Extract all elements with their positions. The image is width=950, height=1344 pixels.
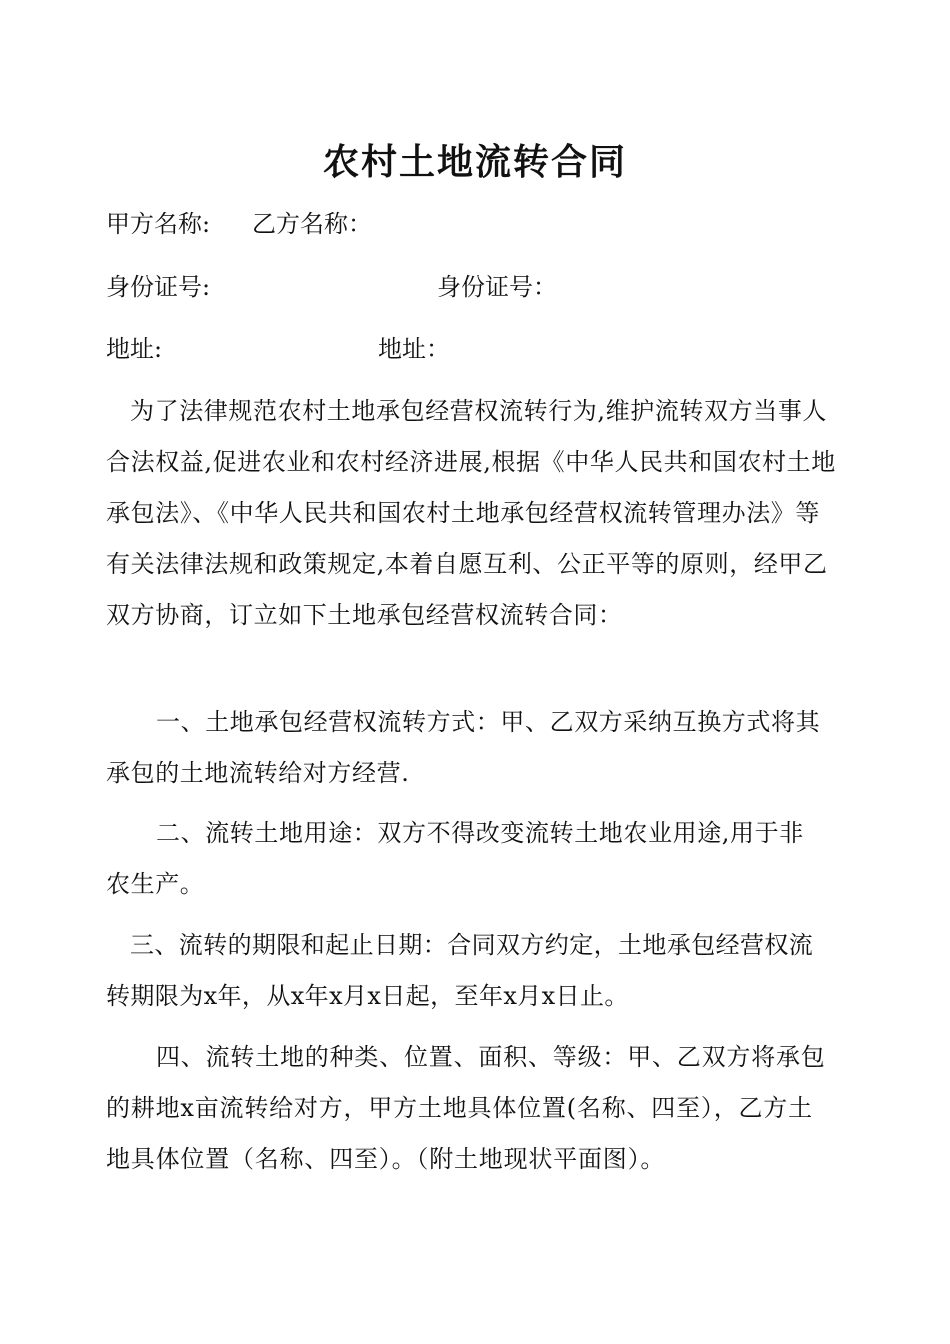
preamble-paragraph bbox=[106, 386, 836, 641]
clause-1-paragraph bbox=[106, 697, 836, 799]
party-a-id-label: 身份证号: bbox=[106, 273, 211, 301]
clause-4-text: 四、流转土地的种类、位置、面积、等级：甲、乙双方将承包的耕地x亩流转给对方，甲方土地具体位置(名称、四至），乙方土地具体位置（名称、四至）。（附土地现状平面图）。 bbox=[106, 1043, 826, 1173]
party-b-name-label: 乙方名称： bbox=[252, 210, 372, 238]
party-b-address-label: 地址： bbox=[378, 335, 450, 363]
clause-2-text: 二、流转土地用途：双方不得改变流转土地农业用途,用于非农生产。 bbox=[106, 819, 804, 898]
clause-3-paragraph bbox=[106, 920, 831, 1022]
party-a-name-label: 甲方名称: bbox=[106, 210, 211, 238]
clause-2-paragraph bbox=[106, 808, 828, 910]
preamble-text: 为了法律规范农村土地承包经营权流转行为,维护流转双方当事人合法权益,促进农业和农村经济进展,根据《中华人民共和国农村土地承包法》、《中华人民共和国农村土地承包经营权流转管理办法》等有关法律法规和政策规定,本着自愿互利、公正平等的原则，经甲乙双方协商，订立如下土地承包经营权流转合同： bbox=[106, 397, 836, 629]
document-title: 农村土地流转合同 bbox=[322, 141, 627, 183]
clause-3-text: 三、流转的期限和起止日期：合同双方约定，土地承包经营权流转期限为x年，从x年x月x日起，至年x月x日止。 bbox=[106, 931, 814, 1010]
party-a-address-label: 地址: bbox=[106, 335, 163, 363]
clause-1-text: 一、土地承包经营权流转方式：甲、乙双方采纳互换方式将其承包的土地流转给对方经营. bbox=[106, 708, 821, 787]
party-b-id-label: 身份证号： bbox=[437, 273, 557, 301]
clause-4-paragraph bbox=[106, 1032, 828, 1185]
